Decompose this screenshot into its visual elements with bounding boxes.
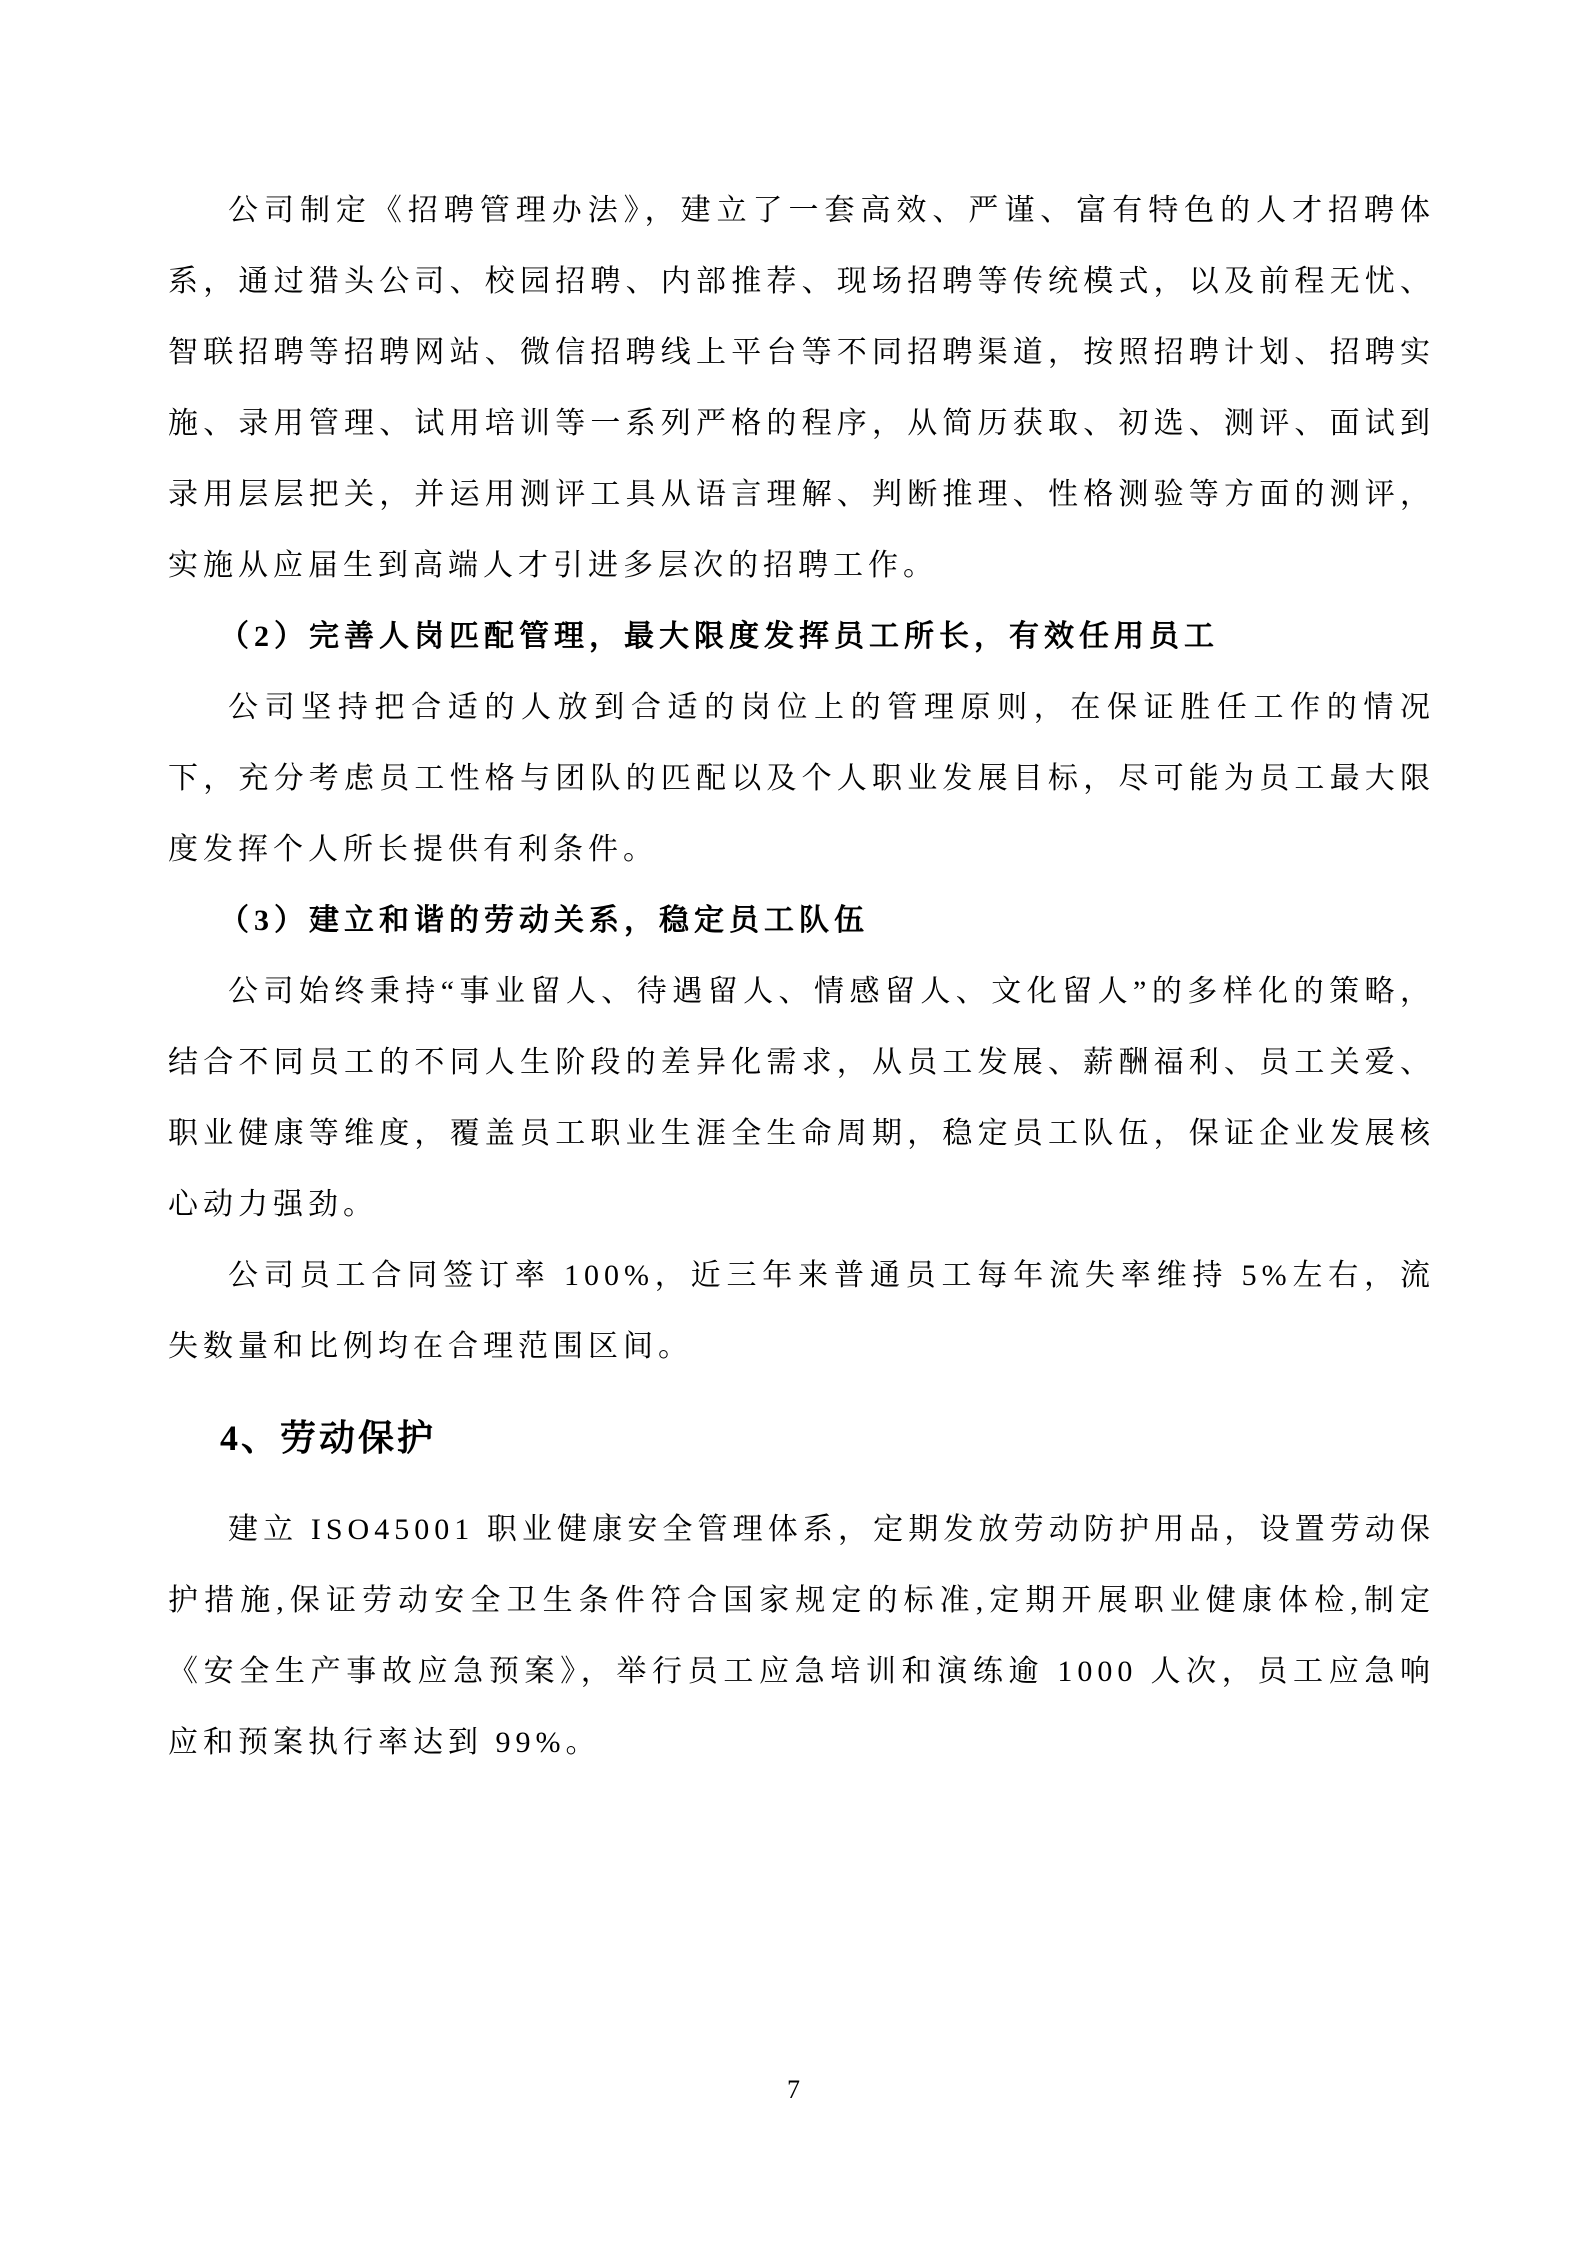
- page-number: 7: [787, 2075, 800, 2104]
- paragraph-recruitment-system: 公司制定《招聘管理办法》，建立了一套高效、严谨、富有特色的人才招聘体系，通过猎头公司、校园招聘、内部推荐、现场招聘等传统模式，以及前程无忧、智联招聘等招聘网站、微信招聘线上平台等不同招聘渠道，按照招聘计划、招聘实施、录用管理、试用培训等一系列严格的程序，从简历获取、初选、测评、面试到录用层层把关，并运用测评工具从语言理解、判断推理、性格测验等方面的测评，实施从应届生到高端人才引进多层次的招聘工作。: [168, 194, 1435, 582]
- page-footer: [0, 2075, 1587, 2105]
- paragraph-employee-retention-strategy: 公司始终秉持“事业留人、待遇留人、情感留人、文化留人”的多样化的策略，结合不同员工的不同人生阶段的差异化需求，从员工发展、薪酬福利、员工关爱、职业健康等维度，覆盖员工职业生涯全生命周期，稳定员工队伍，保证企业发展核心动力强劲。: [168, 975, 1435, 1221]
- page-content: [168, 175, 1435, 1778]
- paragraph-contract-signing-rate: 公司员工合同签订率 100%，近三年来普通员工每年流失率维持 5%左右，流失数量和比例均在合理范围区间。: [168, 1259, 1435, 1363]
- paragraph-labor-protection-measures: 建立 ISO45001 职业健康安全管理体系，定期发放劳动防护用品，设置劳动保护措施,保证劳动安全卫生条件符合国家规定的标准,定期开展职业健康体检,制定《安全生产事故应急预案》，举行员工应急培训和演练逾 1000 人次，员工应急响应和预案执行率达到 99%。: [168, 1513, 1435, 1759]
- paragraph-person-post-principle: 公司坚持把合适的人放到合适的岗位上的管理原则，在保证胜任工作的情况下，充分考虑员工性格与团队的匹配以及个人职业发展目标，尽可能为员工最大限度发挥个人所长提供有利条件。: [168, 691, 1435, 866]
- sub-heading-person-post-matching: （2）完善人岗匹配管理，最大限度发挥员工所长，有效任用员工: [219, 620, 1219, 653]
- sub-heading-harmonious-labor-relations: （3）建立和谐的劳动关系，稳定员工队伍: [219, 904, 869, 937]
- section-heading-labor-protection: 4、劳动保护: [220, 1418, 437, 1458]
